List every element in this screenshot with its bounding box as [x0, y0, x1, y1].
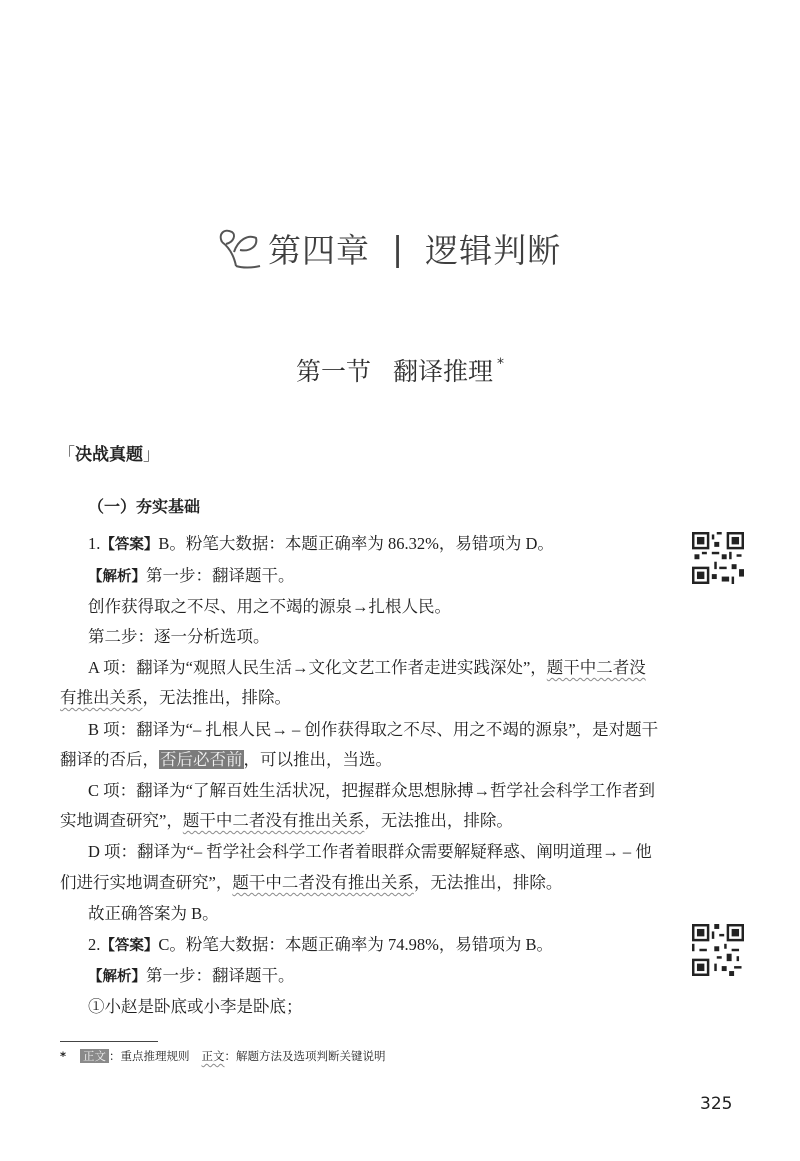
footnote-text-2: ：解题方法及选项判断关键说明	[224, 1049, 386, 1063]
footnote-text-1: ：重点推理规则	[109, 1049, 190, 1063]
section-title	[0, 352, 800, 388]
q2-number: 2.	[88, 935, 101, 954]
part-heading	[58, 440, 160, 465]
q1-option-a-line1	[88, 658, 708, 678]
q2-answer-tag: 【答案】	[100, 938, 159, 954]
q2-analysis-line	[88, 966, 708, 987]
q1-stem: 创作获得取之不尽、用之不竭的源泉→扎根人民。	[88, 597, 451, 616]
section-footnote-mark: *	[497, 356, 505, 372]
section-name: 翻译推理	[393, 357, 494, 386]
chapter-header	[212, 218, 561, 278]
q1-option-d-verdict: ，无法推出，排除。	[413, 873, 563, 892]
q1-option-d-key-phrase: 题干中二者没有推出关系	[232, 873, 414, 892]
q1-answer-line	[88, 534, 708, 555]
q1-option-a-text: A 项：翻译为“观照人民生活→文化文艺工作者走进实践深处”，	[88, 658, 547, 677]
q1-option-a-key-phrase: 题干中二者没	[546, 658, 646, 677]
chapter-separator: |	[392, 228, 404, 268]
sprout-icon	[212, 222, 264, 274]
q1-option-d-line1: D 项：翻译为“– 哲学社会科学工作者着眼群众需要解疑释惑、阐明道理→ – 他	[88, 842, 652, 861]
q2-item1: ①小赵是卧底或小李是卧底；	[88, 997, 303, 1016]
heading-close-corner: 」	[143, 445, 160, 465]
q2-answer-text: C。粉笔大数据：本题正确率为 74.98%，易错项为 B。	[158, 935, 554, 954]
footnote-tag-wavy: 正文	[201, 1049, 225, 1063]
q1-option-c-key-phrase: 题干中二者没有推出关系	[182, 811, 365, 830]
q1-step1: 第一步：翻译题干。	[146, 566, 295, 585]
q1-number: 1.	[88, 534, 101, 553]
q1-analysis-line	[88, 566, 708, 587]
q1-option-c-text: 实地调查研究”，	[60, 811, 183, 830]
footnote-rule	[60, 1041, 158, 1042]
footnote-asterisk: *	[60, 1049, 67, 1063]
heading-open-corner: 「	[58, 445, 75, 465]
subheading: （一）夯实基础	[88, 497, 201, 516]
q1-option-c-line2	[60, 811, 680, 831]
q1-option-b-verdict: ，可以推出，当选。	[243, 750, 392, 769]
q1-option-b-line1: B 项：翻译为“– 扎根人民→ – 创作获得取之不尽、用之不竭的源泉”，是对题干	[88, 720, 659, 739]
footnote-tag-highlight: 正文	[80, 1049, 109, 1063]
q1-option-d-text: 们进行实地调查研究”，	[60, 873, 233, 892]
q1-option-b-line2	[60, 750, 680, 770]
heading-label: 决战真题	[75, 445, 143, 465]
chapter-number: 第四章	[268, 230, 370, 270]
q1-analysis-tag: 【解析】	[88, 569, 146, 585]
q1-answer-tag: 【答案】	[100, 537, 159, 553]
q1-option-b-rule-highlight: 否后必否前	[160, 750, 243, 769]
q2-step1: 第一步：翻译题干。	[146, 966, 295, 985]
footnote	[60, 1048, 386, 1064]
q1-option-b-text: 翻译的否后，	[60, 750, 159, 769]
q1-option-a-line2	[60, 688, 680, 708]
q1-conclusion: 故正确答案为 B。	[88, 904, 219, 923]
q1-option-a-key-phrase-cont: 有推出关系	[60, 688, 143, 707]
q1-option-c-verdict: ，无法推出，排除。	[364, 811, 513, 830]
q2-analysis-tag: 【解析】	[88, 969, 146, 985]
section-number: 第一节	[295, 357, 371, 386]
q2-answer-line	[88, 935, 708, 956]
q1-option-a-verdict: ，无法推出，排除。	[142, 688, 291, 707]
chapter-subject: 逻辑判断	[425, 230, 562, 270]
q1-option-d-line2	[60, 873, 680, 893]
page-number: 325	[700, 1094, 733, 1114]
q1-step2: 第二步：逐一分析选项。	[88, 627, 270, 646]
q1-answer-text: B。粉笔大数据：本题正确率为 86.32%，易错项为 D。	[158, 534, 554, 553]
q1-option-c-line1: C 项：翻译为“了解百姓生活状况，把握群众思想脉搏→哲学社会科学工作者到	[88, 781, 655, 800]
